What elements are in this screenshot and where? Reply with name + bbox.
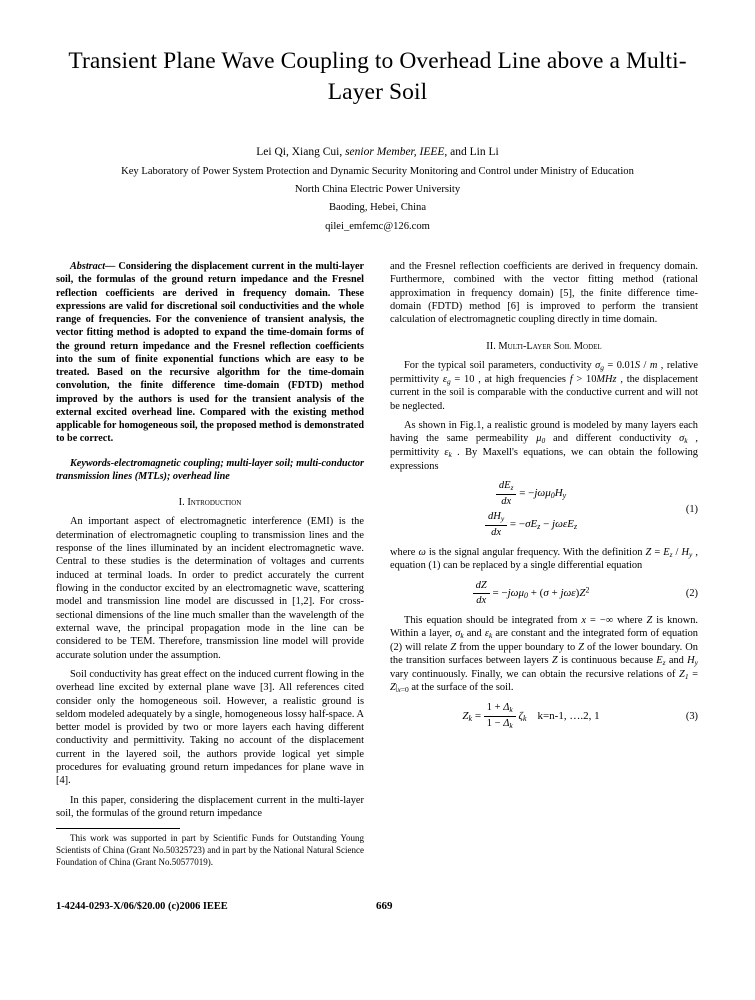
copyright-line: 1-4244-0293-X/06/$20.00 (c)2006 IEEE — [56, 901, 228, 912]
paper-content — [56, 46, 699, 868]
soil-paragraph-4: This equation should be integrated from x = −∞ where Z is known. Within a layer, $\sigma_k$ and $\varepsilon_k$ are constant and the integrated form of equation (2) will relate Z from the upper boundary to Z of the lower boundary. On the transition surfaces between layers Z is continuous because $E_z$ and $H_y$ vary continuously. Finally, we can obtain the recursive relations of $Z_1 = Z|_{x=0}$ at the surface of the soil. — [390, 614, 699, 695]
affiliation-email: qilei_emfemc@126.com — [325, 220, 430, 232]
affiliation-line-3: Baoding, Hebei, China — [328, 202, 427, 214]
intro-paragraph-1: An important aspect of electromagnetic interference (EMI) is the determination of electromagnetic coupling to transmission lines and the response of the lines illuminated by an incident electromagnetic wave. Central to these studies is the determination of voltages and currents induced at terminal loads. In order to predict accurately the current flowing in the conductor excited by an electromagnetic wave, scattering model and transmission line model are discussed in [1,2]. For cross-sectional dimensions of the line much smaller than the wavelength of the external wave, the principal propagation mode in the line can be considered to be TEM. Therefore, transmission line model will provide accurate solution under the assumption. — [56, 516, 364, 661]
affiliation-line-1: Key Laboratory of Power System Protection and Dynamic Security Monitoring and Control under Ministry of Education — [121, 165, 634, 177]
intro-paragraph-3: In this paper, considering the displacement current in the multi-layer soil, the formulas of the ground return impedance — [56, 794, 364, 820]
equation-2-body: $\frac{dZ}{dx}$ = $-j\omega\mu_0 + (\sigma + j\omega\varepsilon)Z^2$ — [390, 580, 672, 607]
affiliation-line-2: North China Electric Power University — [294, 184, 461, 196]
intro-paragraph-3-continued: and the Fresnel reflection coefficients are derived in frequency domain. Furthermore, combined with the vector fitting method (rational approximation in frequency domain) [5], the finite difference time-domain (FDTD) method [6] is improved to perform the transient calculation of electromagnetic coupling directly in time domain. — [390, 261, 698, 326]
author-names-part2: , and Lin Li — [444, 146, 499, 159]
author-names-part1: Lei Qi, Xiang Cui, — [256, 146, 346, 159]
soil-paragraph-3: where ω is the signal angular frequency. With the definition $Z = E_z / H_y$ , equation (1) can be replaced by a single differential equation — [390, 546, 698, 572]
author-affiliation-role: senior Member, IEEE — [345, 146, 445, 159]
equation-1-line-1: $\frac{dE_z}{dx}$ = $-j\omega\mu_0H_y$ — [390, 480, 672, 508]
page-number: 669 — [376, 900, 393, 912]
soil-paragraph-1: For the typical soil parameters, conductivity $\sigma_g = 0.01S / m$ , relative permittivity $\varepsilon_g = 10$ , at high frequencies f > 10MHz , the displacement current in the soil is comparable with the conductive current and will not be neglected. — [390, 360, 698, 412]
author-list — [56, 144, 699, 161]
equation-1-line-2: $\frac{dH_y}{dx}$ = $-\sigma E_z - j\omega\varepsilon E_z$ — [390, 511, 672, 539]
abstract-label: Abstract— — [70, 261, 116, 273]
intro-paragraph-2: Soil conductivity has great effect on the induced current flowing in the overhead line excited by external plane wave [3]. All references cited consider only the homogeneous soil. However, a realistic ground is seldom modeled adequately by a single, homogeneous lossy half-space. A better model is provided by two or more layers each having different conductivity and permittivity. Taking no account of the displacement current in the layered soil, the authors provide logical yet simple procedures for evaluating ground return impedances for plane wave in [4]. — [56, 668, 364, 787]
section-heading-soil-model — [390, 340, 698, 353]
equation-1-number: (1) — [685, 503, 698, 515]
section-title-2: Multi-Layer Soil Model — [498, 340, 602, 352]
section-number-2: II. — [486, 340, 496, 352]
equation-3-body: $Z_k$ = $\frac{1 + \Delta_k}{1 - \Delta_k}$ $\zeta_k$ k=n-1, ….2, 1 — [462, 702, 600, 730]
page-footer — [56, 900, 699, 912]
equation-3-number: (3) — [685, 710, 698, 722]
equation-2-block — [390, 580, 698, 607]
abstract-paragraph — [56, 260, 364, 446]
footnote-text: This work was supported in part by Scientific Funds for Outstanding Young Scientists of China (Grant No.50325723) and in part by the National Natural Science Foundation of China (Grant No.50577019). — [56, 833, 364, 867]
section-heading-introduction — [56, 496, 364, 509]
footnote-divider — [56, 828, 180, 829]
equation-3-block — [390, 702, 698, 731]
soil-paragraph-2: As shown in Fig.1, a realistic ground is modeled by many layers each having the same permeability $\mu_0$ and different conductivity $\sigma_k$ , permittivity $\varepsilon_k$ . By Maxell's equations, we can obtain the following expressions — [390, 419, 698, 472]
equation-3-condition: k=n-1, ….2, 1 — [537, 709, 600, 722]
equation-1-block — [390, 480, 698, 539]
page-title: Transient Plane Wave Coupling to Overhead Line above a Multi-Layer Soil — [68, 48, 687, 106]
abstract-text: Considering the displacement current in the multi-layer soil, the formulas of the ground return impedance and the Fresnel reflection coefficients are derived in frequency domain. These expressions are valid for discretional soil conductivities and the whole range of frequencies. For the convenience of transient analysis, the vector fitting method is adopted to expand the time-domain forms of the ground return impedance and the Fresnel reflection coefficients into the sum of finite exponential functions which are easy to be treated. Based on the recursive algorithm for the time-domain convolution, the finite difference time-domain (FDTD) method improved by the authors is used for the transient analysis of the external excited overhead line. Compared with the existing method applicable for homogeneous soil, the proposed method is demonstrated to be correct. — [56, 261, 364, 445]
footnote-block — [56, 828, 364, 868]
equation-2-number: (2) — [685, 587, 698, 599]
two-column-body — [56, 260, 699, 868]
keywords-paragraph: Keywords-electromagnetic coupling; multi-layer soil; multi-conductor transmission lines (MTLs); overhead line — [56, 457, 364, 482]
section-number-1: I. — [178, 497, 185, 509]
section-title-1: Introduction — [187, 497, 242, 509]
right-column — [390, 260, 698, 868]
left-column — [56, 260, 364, 868]
